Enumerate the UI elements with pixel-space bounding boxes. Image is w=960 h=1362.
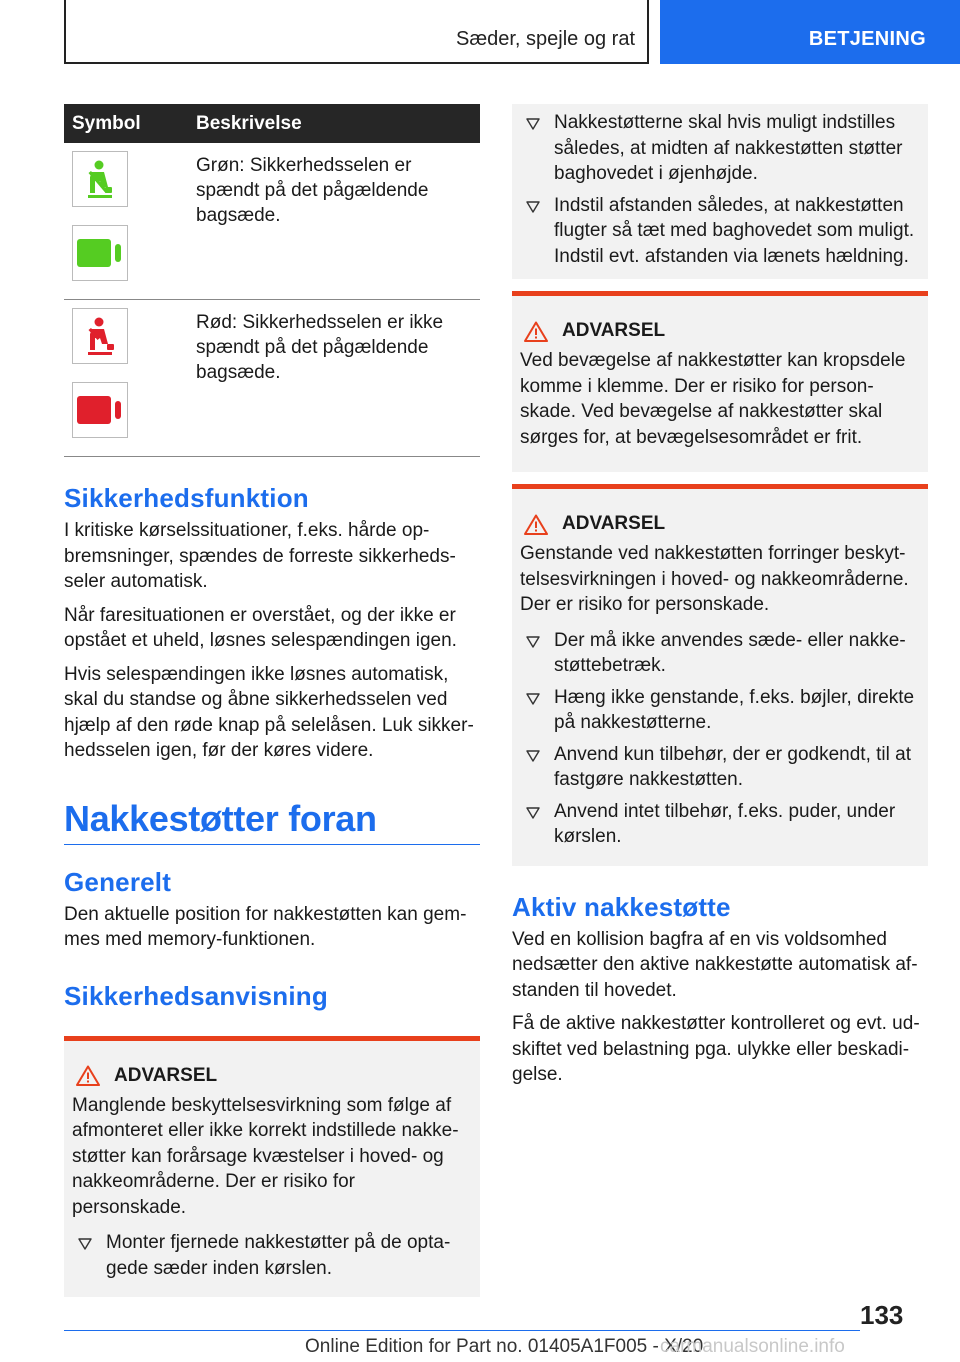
paragraph: I kritiske kørselssituationer, f.eks. hårde opbremsninger, spændes de forreste sikkerhedsseler automatisk. [64, 520, 456, 592]
list-item [520, 193, 920, 270]
paragraph: Ved en kollision bagfra af en vis voldsomhed nedsætter den aktive nakkestøtte automatisk afstanden til hovedet. [512, 928, 918, 1001]
header-chapter-box [660, 0, 960, 64]
paragraph: Få de aktive nakkestøtter kontrolleret og evt. udskiftet ved belastning pga. ulykke eller beskadigelse. [512, 1013, 920, 1085]
seat-indicator-red-icon [72, 382, 128, 438]
warning-triangle-icon [524, 321, 548, 342]
heading-aktiv-nakkestotte: Aktiv nakkestøtte [512, 891, 731, 922]
bullet-triangle-icon [78, 1238, 92, 1250]
list-item [520, 685, 920, 736]
list-item [520, 742, 920, 793]
section-title: Sæder, spejle og rat [456, 28, 635, 50]
page-number: 133 [860, 1300, 904, 1330]
list-item-text: Indstil afstanden således, at nakkestøtten flugter så tæt med baghovedet som muligt. Indstil evt. afstanden via lænets hældning. [554, 194, 915, 267]
warning-text: Manglende beskyttelsesvirkning som følge af afmonteret eller ikke korrekt indstillede nakkestøtter kan forårsage kvæstelser i hoved- og nakkeområderne. Der er risiko for personskade. [72, 1094, 459, 1218]
heading-generelt: Generelt [64, 866, 172, 897]
warning-title [524, 320, 920, 342]
table-cell-icons [64, 300, 188, 457]
list-item [520, 799, 920, 850]
header-section-box [64, 0, 649, 64]
bullet-list [520, 110, 920, 269]
warning-box [512, 291, 928, 472]
heading-sikkerhedsfunktion: Sikkerhedsfunktion [64, 483, 309, 513]
footer-divider [64, 1330, 860, 1331]
list-item-text: Hæng ikke genstande, f.eks. bøjler, direkte på nakkestøtterne. [554, 686, 915, 733]
belt-unfastened-icon [72, 308, 128, 364]
warning-box [512, 484, 928, 866]
chapter-title: BETJENING [808, 28, 926, 50]
table-header-symbol: Symbol [64, 104, 188, 143]
chapter-heading-wrap [64, 798, 480, 845]
list-item [520, 110, 920, 187]
seat-indicator-green-icon [72, 225, 128, 281]
heading-sikkerhedsanvisning: Sikkerhedsanvisning [64, 980, 328, 1011]
bullet-triangle-icon [526, 636, 540, 648]
list-item-text: Nakkestøtterne skal hvis muligt indstilles således, at midten af nakkestøtten støtter baghovedet i øjenhøjde. [554, 112, 903, 184]
table-row [64, 143, 480, 300]
warning-bullet-list [520, 628, 920, 850]
footer-watermark: carmanualsonline.info [660, 1336, 845, 1357]
symbol-table [64, 104, 480, 457]
warning-bullet-list [72, 1230, 472, 1281]
heading-nakkestotter-foran: Nakkestøtter foran [64, 797, 377, 839]
warning-text: Ved bevægelse af nakkestøtter kan kropsdele komme i klemme. Der er risiko for personskade. Ved bevægelse af nakkestøtter skal sørges for, at bevægelsesområdet er frit. [520, 350, 906, 448]
list-item-text: Anvend kun tilbehør, der er godkendt, til at fastgøre nakkestøtten. [554, 743, 911, 790]
table-cell-icons [64, 143, 188, 300]
section-generelt [64, 867, 480, 953]
warning-label: ADVARSEL [114, 1064, 218, 1086]
paragraph: Den aktuelle position for nakkestøtten kan gemmes med memory-funktionen. [64, 903, 467, 950]
bullet-triangle-icon [526, 118, 540, 130]
warning-text: Genstande ved nakkestøtten forringer beskyttelsesvirkningen i hoved- og nakkeområderne. Der er risiko for personskade. [520, 543, 909, 615]
warning-box [64, 1036, 480, 1298]
adjust-bullet-box [512, 104, 928, 279]
bullet-triangle-icon [526, 750, 540, 762]
bullet-triangle-icon [526, 201, 540, 213]
section-aktiv-nakkestotte [512, 892, 928, 1088]
right-column [512, 104, 928, 1088]
warning-label: ADVARSEL [562, 513, 666, 534]
warning-title [76, 1065, 472, 1087]
list-item-text: Der må ikke anvendes sæde- eller nakkestøttebetræk. [554, 629, 906, 676]
footer-edition: Online Edition for Part no. 01405A1F005 - X/20 [305, 1336, 704, 1357]
list-item-text: Monter fjernede nakkestøtter på de optagede sæder inden kørslen. [106, 1232, 451, 1279]
warning-triangle-icon [524, 514, 548, 535]
belt-fastened-icon [72, 151, 128, 207]
table-row [64, 300, 480, 457]
list-item [72, 1230, 472, 1281]
warning-title [524, 513, 920, 535]
table-header-row [64, 104, 480, 143]
bullet-triangle-icon [526, 693, 540, 705]
bullet-triangle-icon [526, 807, 540, 819]
table-header-description: Beskrivelse [188, 104, 480, 143]
left-column [64, 104, 480, 1297]
list-item [520, 628, 920, 679]
section-sikkerhedsfunktion [64, 483, 480, 764]
paragraph: Når faresituationen er overstået, og der ikke er opstået et uheld, løsnes selespændingen igen. [64, 604, 457, 651]
paragraph: Hvis selespændingen ikke løsnes automatisk, skal du standse og åbne sikkerhedsselen ved hjælp af den røde knap på selelåsen. Luk sikkerhedsselen igen, før der køres videre. [64, 663, 474, 761]
warning-label: ADVARSEL [562, 320, 666, 341]
table-cell-description: Grøn: Sikkerhedsselen er spændt på det pågældende bagsæde. [188, 143, 480, 300]
table-cell-description: Rød: Sikkerhedsselen er ikke spændt på det pågældende bagsæde. [188, 300, 480, 457]
warning-triangle-icon [76, 1065, 100, 1086]
list-item-text: Anvend intet tilbehør, f.eks. puder, under kørslen. [554, 800, 896, 847]
